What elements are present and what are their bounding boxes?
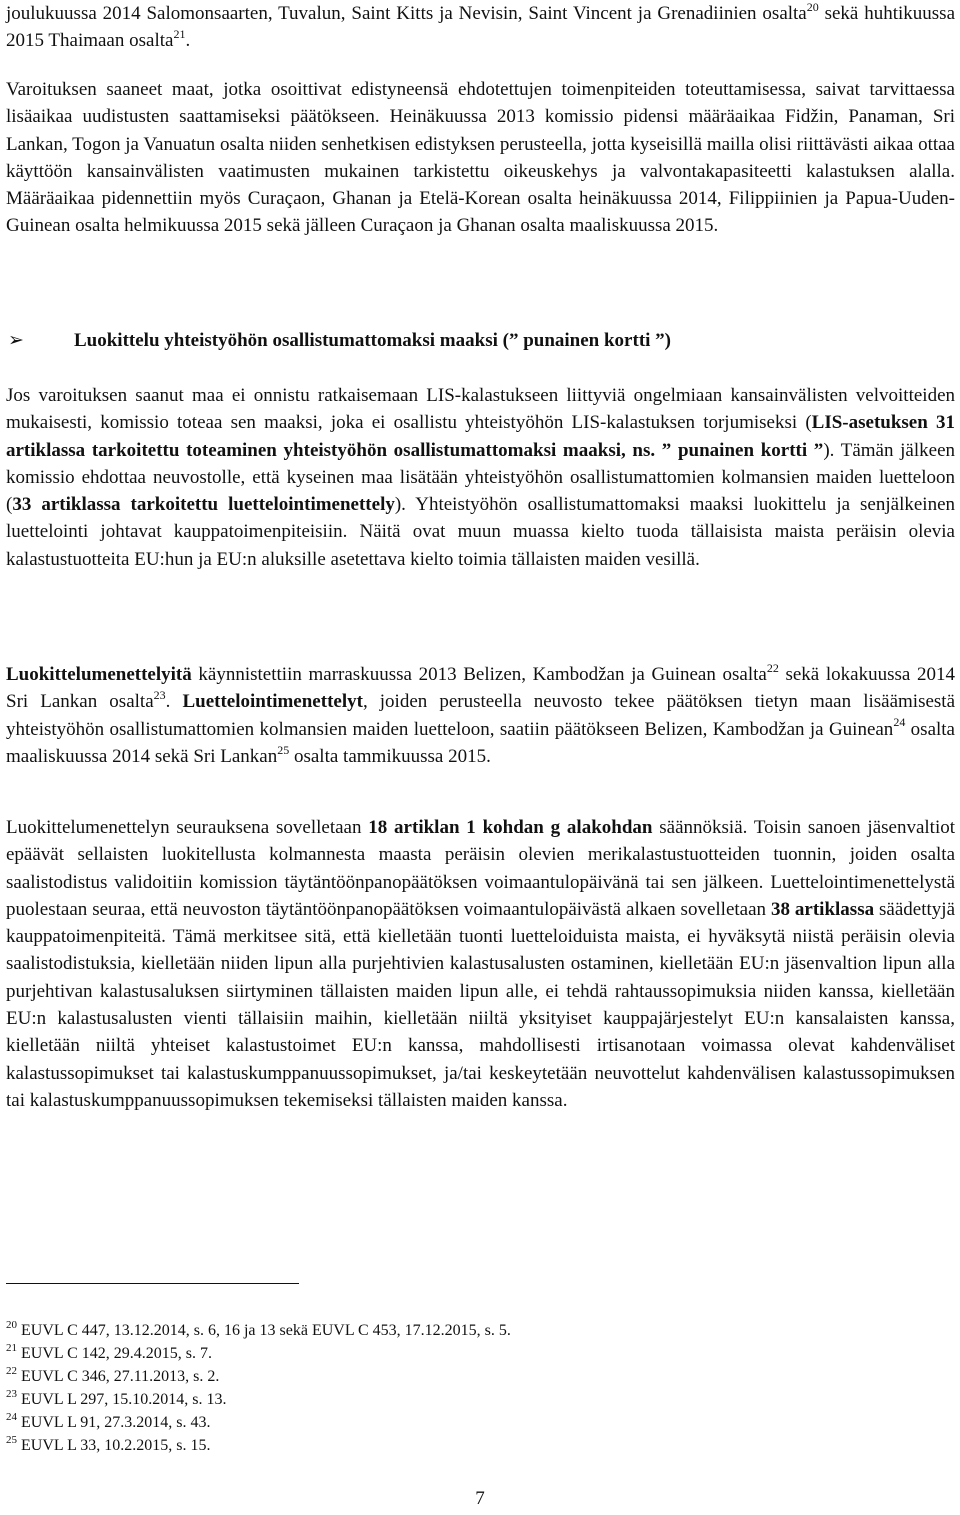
footnote bbox=[6, 1434, 955, 1457]
footnote-separator bbox=[6, 1283, 299, 1284]
footnote bbox=[6, 1319, 955, 1342]
footnote-text: EUVL C 447, 13.12.2014, s. 6, 16 ja 13 sekä EUVL C 453, 17.12.2015, s. 5. bbox=[17, 1322, 511, 1339]
paragraph-extensions bbox=[6, 76, 955, 240]
footnote-ref-20[interactable]: 20 bbox=[806, 0, 819, 14]
paragraph-text: ). Yhteistyöhön osallistumattomaksi maaksi luokittelu ja senjälkeinen luettelointi johtavat kauppatoimenpiteisiin. Näitä ovat muun muassa kielto tuoda tällaisista maista peräisin olevia kalastustuotteita EU:hun ja EU:n aluksille asetettava kielto toimia tällaisten maiden vesillä. bbox=[6, 494, 955, 570]
footnote bbox=[6, 1365, 955, 1388]
paragraph-text: Varoituksen saaneet maat, jotka osoittivat edistyneensä ehdotettujen toimenpiteiden toteuttamisessa, saivat tarvittaessa lisäaikaa uudistusten saattamiseksi päätökseen. Heinäkuussa 2013 komissio pidensi määräaikaa Fidžin, Panaman, Sri Lankan, Togon ja Vanuatun osalta niiden senhetkisen edistyksen perusteella, jotta kyseisillä mailla olisi riittävästi aikaa ottaa käyttöön kansainvälisten vaatimusten mukainen tarkistettu oikeuskehys ja valvontakapasiteetti kalastuksen alalla. Määräaikaa pidennettiin myös Curaçaon, Ghanan ja Etelä-Korean osalta heinäkuussa 2014, Filippiinien ja Papua-Uuden-Guinean osalta helmikuussa 2015 sekä jälleen Curaçaon ja Ghanan osalta maaliskuussa 2015. bbox=[6, 79, 955, 237]
paragraph-text: Luokittelumenettelyn seurauksena sovelletaan bbox=[6, 817, 369, 838]
paragraph-text: säännöksiä. Toisin sanoen jäsenvaltiot epäävät sellaisten luokitellusta kolmannesta maasta peräisin olevien merikalastustuotteiden tuonnin, joiden osalta saalistodistus validoitiin komission täytäntöönpanopäätöksen voimaantulopäivänä tai sen jälkeen. Luettelointimenettelystä puolestaan seuraa, että neuvoston täytäntöönpanopäätöksen voimaantulopäivästä alkaen sovelletaan bbox=[6, 817, 955, 920]
footnote bbox=[6, 1388, 955, 1411]
paragraph-procedures bbox=[6, 661, 955, 770]
paragraph-text: osalta tammikuussa 2015. bbox=[289, 745, 491, 767]
paragraph-text: . bbox=[185, 30, 191, 52]
heading-text: Luokittelu yhteistyöhön osallistumattomaksi maaksi (” punainen kortti ”) bbox=[74, 330, 671, 351]
paragraph-text: ). Tämän jälkeen komissio ehdottaa neuvostolle, että kyseinen maa lisätään yhteistyöhön osallistumattomien kolmansien maiden luetteloon ( bbox=[6, 439, 956, 516]
footnote-number: 24 bbox=[6, 1410, 17, 1423]
footnote-text: EUVL C 142, 29.4.2015, s. 7. bbox=[17, 1345, 212, 1362]
footnote-number: 22 bbox=[6, 1364, 17, 1377]
paragraph-text: . bbox=[165, 691, 183, 713]
footnote bbox=[6, 1342, 955, 1365]
paragraph-text: osalta maaliskuussa 2014 sekä Sri Lankan bbox=[6, 718, 955, 767]
footnote-ref-23[interactable]: 23 bbox=[153, 687, 166, 702]
footnote-ref-22[interactable]: 22 bbox=[766, 660, 779, 675]
paragraph-intro-continuation bbox=[6, 0, 955, 55]
footnote-number: 21 bbox=[6, 1341, 17, 1354]
bold-term: 18 artiklan 1 kohdan g alakohdan bbox=[368, 817, 653, 838]
footnotes-list bbox=[6, 1319, 955, 1457]
section-heading-red-card bbox=[6, 327, 955, 354]
footnote-number: 25 bbox=[6, 1433, 17, 1446]
footnote-number: 20 bbox=[6, 1318, 17, 1331]
bold-term: Luokittelumenettelyitä bbox=[6, 664, 192, 685]
paragraph-text: sekä huhtikuussa 2015 Thaimaan osalta bbox=[6, 3, 956, 52]
paragraph-consequences bbox=[6, 814, 955, 1114]
footnote-ref-25[interactable]: 25 bbox=[277, 742, 290, 757]
bold-term: 33 artiklassa tarkoitettu luettelointimenettely bbox=[12, 494, 395, 516]
footnote-text: EUVL L 91, 27.3.2014, s. 43. bbox=[17, 1414, 211, 1431]
footnote-number: 23 bbox=[6, 1387, 17, 1400]
paragraph-text: , joiden perusteella neuvosto tekee päätöksen tietyn maan lisäämisestä yhteistyöhön osallistumattomien kolmansien maiden luetteloon, saatiin päätökseen Belizen, Kambodžan ja Guinean bbox=[6, 691, 956, 740]
paragraph-text: Jos varoituksen saanut maa ei onnistu ratkaisemaan LIS-kalastukseen liittyviä ongelmiaan kansainvälisten velvoitteiden mukaisesti, komissio toteaa sen maaksi, joka ei osallistu yhteistyöhön LIS-kalastuksen torjumiseksi ( bbox=[6, 385, 955, 434]
bold-term: 38 artiklassa bbox=[770, 898, 875, 920]
page-number: 7 bbox=[475, 1488, 485, 1509]
arrow-bullet-icon: ➢ bbox=[8, 330, 24, 351]
paragraph-red-card-description bbox=[6, 382, 955, 573]
footnote-text: EUVL L 33, 10.2.2015, s. 15. bbox=[17, 1437, 211, 1454]
paragraph-text: sekä lokakuussa 2014 Sri Lankan osalta bbox=[6, 664, 955, 713]
footnote bbox=[6, 1411, 955, 1434]
footnote-ref-21[interactable]: 21 bbox=[173, 26, 186, 41]
paragraph-text: käynnistettiin marraskuussa 2013 Belizen, Kambodžan ja Guinean osalta bbox=[191, 664, 767, 685]
bold-term: Luettelointimenettelyt bbox=[182, 691, 363, 713]
footnote-ref-24[interactable]: 24 bbox=[893, 715, 906, 730]
paragraph-text: joulukuussa 2014 Salomonsaarten, Tuvalun, Saint Kitts ja Nevisin, Saint Vincent ja Grenadiinien osalta bbox=[6, 3, 807, 24]
footnote-text: EUVL L 297, 15.10.2014, s. 13. bbox=[17, 1391, 227, 1408]
footnote-text: EUVL C 346, 27.11.2013, s. 2. bbox=[17, 1368, 220, 1385]
paragraph-text: säädettyjä kauppatoimenpiteitä. Tämä merkitsee sitä, että kielletään tuonti luetteloiduista maista, ei hyväksytä niistä peräisin olevia saalistodistuksia, kielletään niiden lipun alla purjehtivien kalastusalusten ostaminen, kielletään EU:n jäsenvaltion lipun alla purjehtivan kalastusaluksen siirtyminen tällaisten maiden lipun alle, ei tehdä rahtaussopimuksia niiden kanssa, kielletään EU:n kalastusalusten vienti tällaisiin maihin, kielletään niiltä yksityiset kauppajärjestelyt EU:n kansalaisten kanssa, kielletään niiltä yhteiset kalastustoimet EU:n kanssa, mahdollisesti irtisanotaan voimassa olevat kahdenväliset kalastussopimukset tai kalastuskumppanuussopimukset, ja/tai keskeytetään neuvottelut kahdenvälisen kalastussopimuksen tai kalastuskumppanuussopimuksen tekemiseksi tällaisten maiden kanssa. bbox=[6, 898, 955, 1111]
bold-term: LIS-asetuksen 31 artiklassa tarkoitettu toteaminen yhteistyöhön osallistumattomaksi maaksi, ns. ” punainen kortti ” bbox=[6, 412, 955, 461]
